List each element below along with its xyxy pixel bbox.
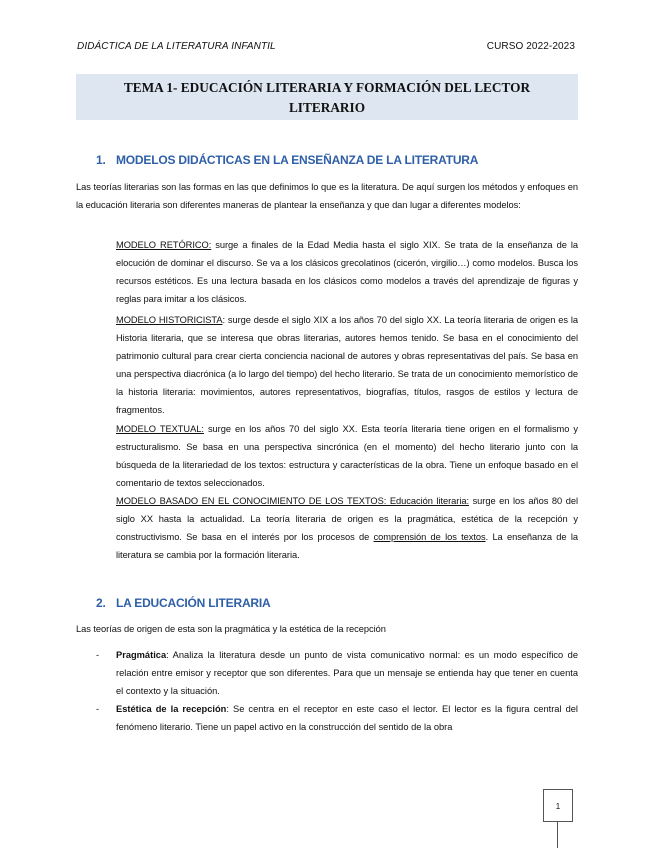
bullet-text xyxy=(116,700,578,736)
model-label: MODELO RETÓRICO: xyxy=(116,240,212,250)
bullet-body: : Analiza la literatura desde un punto de vista comunicativo normal: es un modo específico de relación entre emisor y receptor que son diferentes. Para que un mensaje se entienda hay que tener en cuenta el contexto y la situación. xyxy=(116,650,578,696)
page-number: 1 xyxy=(543,789,573,822)
bullet-term: Estética de la recepción xyxy=(116,704,227,714)
model-label: MODELO HISTORICISTA xyxy=(116,315,223,325)
bullet-text xyxy=(116,646,578,700)
section-2-intro: Las teorías de origen de esta son la pragmática y la estética de la recepción xyxy=(76,624,386,634)
model-conocimiento-textos xyxy=(116,492,578,564)
title-line-1: TEMA 1- EDUCACIÓN LITERARIA Y FORMACIÓN DEL LECTOR xyxy=(123,80,531,95)
section-2-title: LA EDUCACIÓN LITERARIA xyxy=(116,596,271,610)
section-1-number: 1. xyxy=(96,153,106,167)
model-retorico xyxy=(116,236,578,308)
model-historicista xyxy=(116,311,578,419)
model-text: : surge desde el siglo XIX a los años 70 del siglo XX. La teoría literaria de origen es la Historia literaria, que se interesa que obras literarias, autores hemos tenido. Se basa en el conocimiento del patrimonio cultural para crear cierta conciencia nacional de autores y obras representativas del país. Se basa en una perspectiva diacrónica (a lo largo del tiempo) del hecho literario. Se trata de un conocimiento memorístico de la historia literaria: movimientos, autores representativos, biografías, títulos, rasgos de estilos y lectura de fragmentos. xyxy=(116,315,578,415)
model-label: MODELO BASADO EN EL CONOCIMIENTO DE LOS TEXTOS: Educación literaria: xyxy=(116,496,469,506)
bullet-pragmatica xyxy=(76,646,578,700)
model-text: . La enseñanza de la literatura se cambia por la formación literaria. xyxy=(116,532,578,560)
section-2-number: 2. xyxy=(96,596,106,610)
bullet-estetica-recepcion xyxy=(76,700,578,736)
section-1-title: MODELOS DIDÁCTICAS EN LA ENSEÑANZA DE LA LITERATURA xyxy=(116,153,479,167)
header-course-year: CURSO 2022-2023 xyxy=(486,41,575,52)
model-text: surge en los años 80 del siglo XX hasta la actualidad. La teoría literaria de origen es la pragmática, estética de la recepción y constructivismo. Se basa en el interés por los procesos de xyxy=(116,496,578,542)
model-text: surge en los años 70 del siglo XX. Esta teoría literaria tiene origen en el formalismo y estructuralismo. Se basa en una perspectiva sincrónica (en el momento) del hecho literario junto con la búsqueda de la literariedad de los textos: estructura y características de la obra. Tiene un enfoque basado en el comentario de textos seleccionados. xyxy=(116,424,578,488)
bullet-dash: - xyxy=(96,650,100,660)
title-line-2: LITERARIO xyxy=(288,100,366,115)
page-number-line xyxy=(557,822,558,848)
model-textual xyxy=(116,420,578,492)
model-text: surge a finales de la Edad Media hasta el siglo XIX. Se trata de la enseñanza de la elocución de dominar el discurso. Se va a los clásicos grecolatinos (cicerón, virgilio…) como modelos. Busca los recursos estéticos. Es una lectura basada en los clásicos como modelos a través del aprendizaje de figuras y reglas para imitar a los clásicos. xyxy=(116,240,578,304)
model-underlined-term: comprensión de los textos xyxy=(373,532,486,542)
section-1-intro: Las teorías literarias son las formas en las que definimos lo que es la literatura. De aquí surgen los métodos y enfoques en la educación literaria son diferentes maneras de plantear la enseñanza y que dan lugar a diferentes modelos: xyxy=(76,182,578,210)
section-1-heading xyxy=(96,153,478,167)
bullet-body: : Se centra en el receptor en este caso el lector. El lector es la figura central del fenómeno literario. Tiene un papel activo en la construcción del sentido de la obra xyxy=(116,704,578,732)
bullet-term: Pragmática xyxy=(116,650,167,660)
model-label: MODELO TEXTUAL: xyxy=(116,424,204,434)
page-title xyxy=(76,74,578,120)
bullet-dash: - xyxy=(96,704,100,714)
section-2-heading xyxy=(96,596,270,610)
header-course-name: DIDÁCTICA DE LA LITERATURA INFANTIL xyxy=(77,41,276,52)
